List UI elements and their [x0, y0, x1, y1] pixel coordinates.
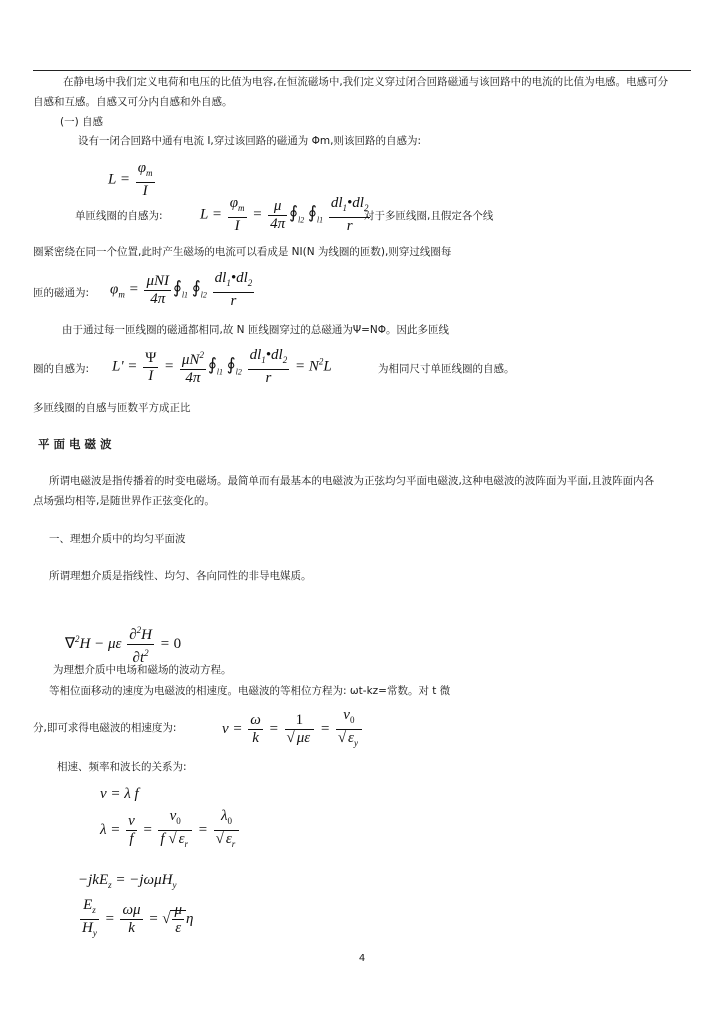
text-same-size: 为相同尺寸单匝线圈的自感。 — [378, 363, 515, 375]
para-self-inductance: 设有一闭合回路中通有电流 I,穿过该回路的磁通为 Φm,则该回路的自感为: — [78, 135, 421, 147]
heading-plane-wave: 平面电磁波 — [38, 437, 116, 451]
section-ideal-medium: 一、理想介质中的均匀平面波 — [49, 533, 186, 545]
para-plane-line1: 所谓电磁波是指传播着的时变电磁场。最简单而有最基本的电磁波为正弦均匀平面电磁波,这种电磁波的波阵面为平面,且波阵面内各 — [49, 475, 655, 487]
para-intro-line2: 自感和互感。自感又可分内自感和外自感。 — [33, 96, 233, 108]
formula-multi-turn: L' = $\frac{\Psi}{I}$ = $\frac{\mu N^2}{4\pi}$ $∮_{l1}$ $∮_{l2}$ $\frac{dl_1•dl_2}{r}$ = $N^2L$ — [112, 347, 332, 386]
formula-single-turn: L = $\frac{\varphi_m}{I}$ = $\frac{\mu}{4\pi}$ $∮_{l2}$ $∮_{l1}$ $\frac{dl_1•dl_2}{r}$ — [200, 195, 369, 234]
formula-field-relation: −jkE$_z$ = −jωμH$_y$ — [78, 872, 177, 890]
label-multi-turn: 圈的自感为: — [33, 363, 90, 375]
page-number: 4 — [358, 953, 366, 964]
formula-wave-impedance: $\frac{E_z}{H_y}$ = $\frac{\omega\mu}{k}$ = √ $\frac{\mu}{\varepsilon}$ η — [82, 897, 194, 938]
para-relation: 相速、频率和波长的关系为: — [57, 761, 187, 773]
para-multi-line2: 由于通过每一匝线圈的磁通都相同,故 N 匝线圈穿过的总磁通为Ψ=NΦ。因此多匝线 — [62, 324, 450, 336]
para-turns-square: 多匝线圈的自感与匝数平方成正比 — [33, 402, 191, 414]
label-phase-velocity: 分,即可求得电磁波的相速度为: — [33, 722, 177, 734]
label-single-turn: 单匝线圈的自感为: — [75, 210, 163, 222]
para-ideal-medium: 所谓理想介质是指线性、均匀、各向同性的非导电媒质。 — [49, 570, 312, 582]
header-rule — [33, 70, 691, 71]
formula-wave-equation: ∇$^2$H − με $\frac{\partial^2H}{\partial t^2}$ = 0 — [65, 622, 181, 667]
formula-wavelength: λ = $\frac{v}{f}$ = $\frac{v_0}{f √ \varepsilon_r}$ = $\frac{\lambda_0}{√ \varepsilon_r}$ — [100, 808, 241, 853]
para-multi-line1: 圈紧密绕在同一个位置,此时产生磁场的电流可以看成是 NI(N 为线圈的匝数),则穿过线圈每 — [33, 246, 452, 258]
formula-velocity-frequency: v = λ f — [100, 786, 139, 802]
formula-self-inductance: L = $\frac{\varphi_m}{I}$ — [108, 160, 153, 199]
para-plane-line2: 点场强均相等,是随世界作正弦变化的。 — [33, 495, 215, 507]
text-multi-turn-lead: 对于多匝线圈,且假定各个线 — [364, 210, 494, 222]
para-wave-equation: 为理想介质中电场和磁场的波动方程。 — [53, 664, 232, 676]
para-phase-line1: 等相位面移动的速度为电磁波的相速度。电磁波的等相位方程为: ωt-kz=常数。对 t 微 — [49, 685, 451, 697]
para-intro-line1: 在静电场中我们定义电荷和电压的比值为电容,在恒流磁场中,我们定义穿过闭合回路磁通与该回路中的电流的比值为电感。电感可分 — [63, 76, 669, 88]
label-flux-per-turn: 匝的磁通为: — [33, 287, 90, 299]
section-self-inductance: (一) 自感 — [60, 116, 104, 128]
formula-flux-per-turn: $\varphi_m$ = μNI 4π $∮_{l1}$ $∮_{l2}$ $\frac{dl_1•dl_2}{r}$ — [110, 270, 253, 309]
formula-phase-velocity: v = $\frac{\omega}{k}$ = $\frac{1}{√ \mu\varepsilon}$ = $\frac{v_0}{√ \varepsilon_y}$ — [222, 707, 364, 752]
